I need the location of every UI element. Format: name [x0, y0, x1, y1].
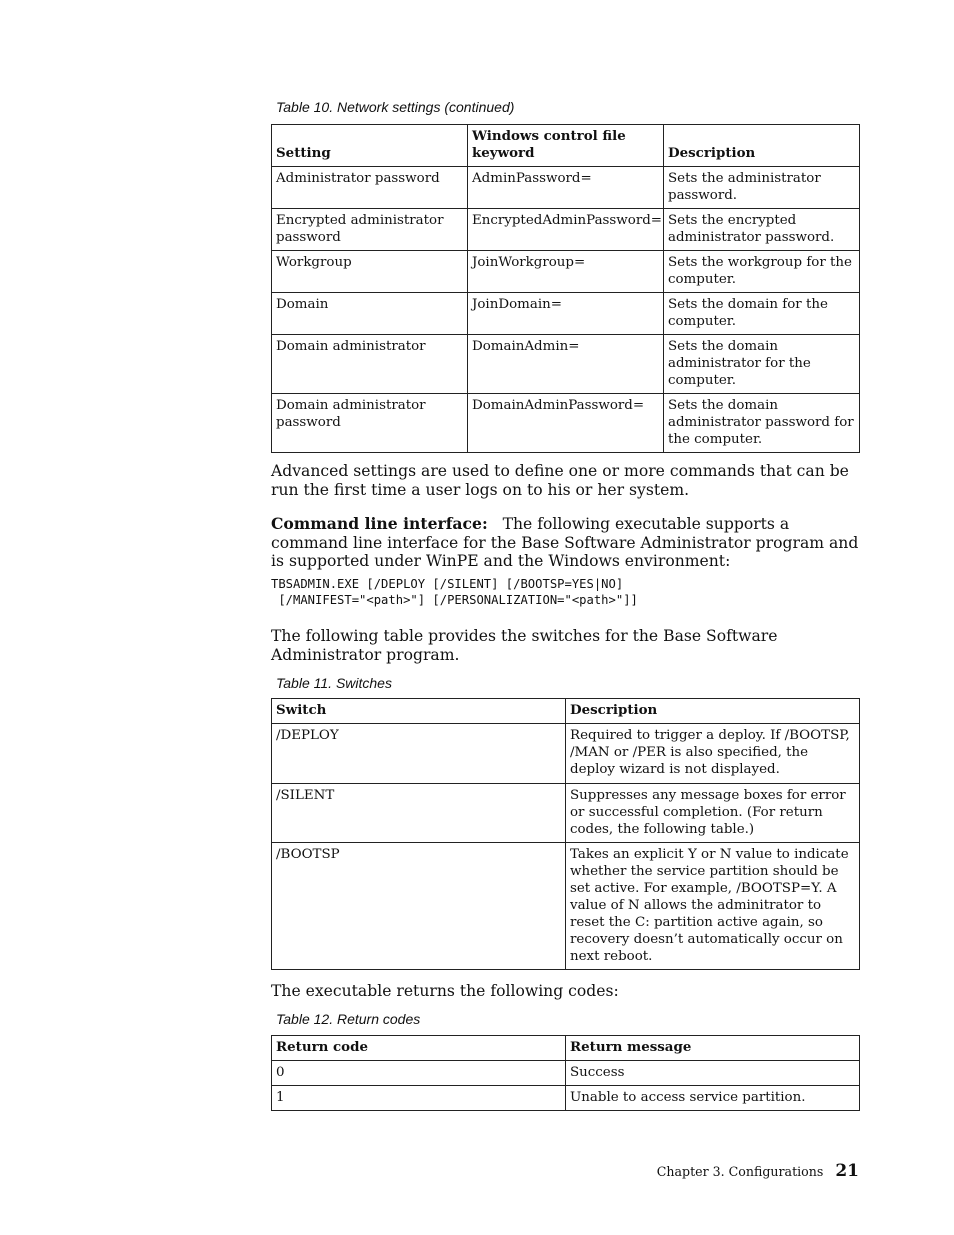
return-codes-table	[271, 1035, 860, 1111]
table-row	[272, 251, 860, 293]
table-cell: Suppresses any message boxes for error or successful completion. (For return codes, the following table.)	[566, 784, 860, 843]
table-cell: Encrypted administrator password	[272, 209, 468, 251]
table-cell: Sets the domain administrator password for the computer.	[664, 394, 860, 453]
table-cell: Unable to access service partition.	[566, 1086, 860, 1111]
column-header: Description	[566, 699, 860, 724]
table-header-row	[272, 1036, 860, 1061]
table-cell: /SILENT	[272, 784, 566, 843]
table-cell: Workgroup	[272, 251, 468, 293]
table-cell: Success	[566, 1061, 860, 1086]
table-cell: JoinWorkgroup=	[468, 251, 664, 293]
table-cell: 1	[272, 1086, 566, 1111]
column-header: Windows control file keyword	[468, 125, 664, 167]
table-cell: Domain administrator	[272, 335, 468, 394]
table-cell: AdminPassword=	[468, 167, 664, 209]
network-settings-table	[271, 124, 860, 453]
table-cell: 0	[272, 1061, 566, 1086]
table-row	[272, 209, 860, 251]
table-row	[272, 1061, 860, 1086]
table-row	[272, 724, 860, 784]
cli-heading: Command line interface:	[271, 514, 488, 533]
table-cell: EncryptedAdminPassword=	[468, 209, 664, 251]
code-line: TBSADMIN.EXE [/DEPLOY [/SILENT] [/BOOTSP=YES|NO]	[271, 577, 624, 591]
column-header: Return code	[272, 1036, 566, 1061]
advanced-settings-paragraph: Advanced settings are used to define one or more commands that can be run the first time a user logs on to his or her system.	[271, 462, 849, 499]
table-11-caption: Table 11. Switches	[276, 675, 392, 691]
table-row	[272, 784, 860, 843]
command-syntax	[271, 576, 871, 608]
return-codes-intro-paragraph: The executable returns the following codes:	[271, 982, 619, 1000]
table-cell: Takes an explicit Y or N value to indicate whether the service partition should be set active. For example, /BOOTSP=Y. A value of N allows the adminitrator to reset the C: partition active again, so recovery doesn’t automatically occur on next reboot.	[566, 843, 860, 970]
table-cell: JoinDomain=	[468, 293, 664, 335]
switches-intro-paragraph: The following table provides the switches for the Base Software Administrator program.	[271, 627, 778, 664]
page-number: 21	[835, 1161, 859, 1181]
table-cell: Sets the domain administrator for the computer.	[664, 335, 860, 394]
table-row	[272, 293, 860, 335]
table-row	[272, 1086, 860, 1111]
table-cell: Sets the administrator password.	[664, 167, 860, 209]
code-line: [/MANIFEST="<path>"] [/PERSONALIZATION="<path>"]]	[271, 593, 638, 607]
table-cell: /DEPLOY	[272, 724, 566, 784]
column-header: Return message	[566, 1036, 860, 1061]
table-cell: DomainAdminPassword=	[468, 394, 664, 453]
table-row	[272, 843, 860, 970]
table-cell: Required to trigger a deploy. If /BOOTSP, /MAN or /PER is also specified, the deploy wizard is not displayed.	[566, 724, 860, 784]
cli-paragraph	[271, 515, 861, 571]
table-cell: Domain administrator password	[272, 394, 468, 453]
page-footer	[600, 1161, 859, 1181]
table-row	[272, 394, 860, 453]
table-row	[272, 335, 860, 394]
column-header: Switch	[272, 699, 566, 724]
table-cell: Domain	[272, 293, 468, 335]
table-cell: Sets the domain for the computer.	[664, 293, 860, 335]
table-cell: Sets the workgroup for the computer.	[664, 251, 860, 293]
table-cell: Administrator password	[272, 167, 468, 209]
table-cell: Sets the encrypted administrator password.	[664, 209, 860, 251]
column-header: Setting	[272, 125, 468, 167]
cli-text: The following executable supports a command line interface for the Base Software Administrator program and is supported under WinPE and the Windows environment:	[271, 515, 859, 570]
table-10-caption: Table 10. Network settings (continued)	[276, 99, 515, 115]
column-header: Description	[664, 125, 860, 167]
table-12-caption: Table 12. Return codes	[276, 1011, 421, 1027]
table-cell: DomainAdmin=	[468, 335, 664, 394]
table-row	[272, 167, 860, 209]
table-cell: /BOOTSP	[272, 843, 566, 970]
chapter-title: Chapter 3. Configurations	[656, 1164, 824, 1179]
switches-table	[271, 698, 860, 970]
table-header-row	[272, 125, 860, 167]
table-header-row	[272, 699, 860, 724]
